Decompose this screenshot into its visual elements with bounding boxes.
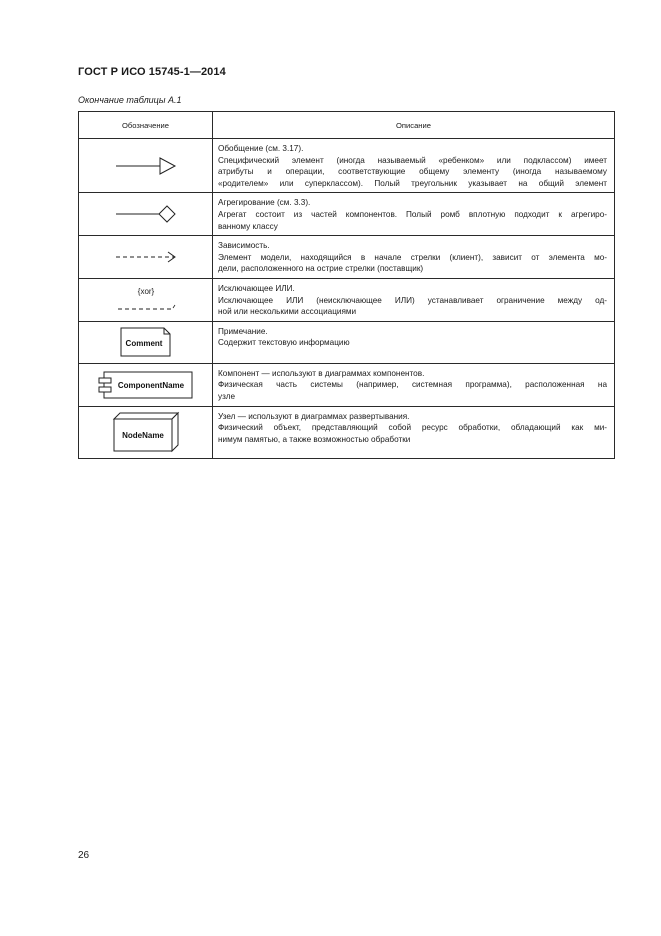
column-header-description: Описание [213, 112, 615, 139]
description-line: Примечание. [218, 326, 268, 336]
description-line: Обобщение (см. 3.17). [218, 144, 304, 153]
description-line: узле [218, 391, 236, 401]
description-cell [213, 236, 615, 279]
table-row [79, 321, 615, 363]
description-line: Содержит текстовую информацию [218, 338, 350, 348]
symbol-cell [79, 278, 213, 321]
table-caption: Окончание таблицы А.1 [78, 95, 182, 105]
uml-notation-table [78, 111, 615, 459]
component-icon [96, 370, 196, 400]
component-label: ComponentName [117, 380, 184, 390]
table-row [79, 363, 615, 406]
description-line: Исключающее ИЛИ (неисключающее ИЛИ) устанавливает ограничение между од- [218, 295, 607, 305]
symbol-cell [79, 363, 213, 406]
description-line: Агрегирование (см. 3.3). [218, 198, 311, 208]
dependency-icon [106, 249, 186, 265]
description-line: дели, расположенного на острие стрелки (поставщик) [218, 264, 424, 274]
table-row [79, 193, 615, 236]
description-line: Физический объект, представляющий собой ресурс обработки, обладающий как ми- [218, 423, 607, 433]
description-line: Исключающее ИЛИ. [218, 283, 295, 293]
description-line: Агрегат состоит из частей компонентов. Полый ромб вплотную подходит к агрегиро- [218, 209, 607, 219]
description-line: ванному классу [218, 221, 278, 231]
table-row [79, 139, 615, 193]
description-line: ной или несколькими ассоциациями [218, 307, 357, 317]
xor-constraint-icon [106, 285, 186, 315]
description-line: нимум памятью, а также возможностью обработки [218, 434, 411, 444]
description-line: Компонент — используют в диаграммах компонентов. [218, 368, 425, 378]
note-icon [116, 326, 176, 358]
table-row [79, 406, 615, 458]
document-header: ГОСТ Р ИСО 15745-1—2014 [78, 66, 226, 78]
description-cell [213, 193, 615, 236]
description-line: Элемент модели, находящийся в начале стрелки (клиент), зависит от элемента мо- [218, 252, 607, 262]
description-cell [213, 363, 615, 406]
node-icon [110, 411, 182, 453]
symbol-cell [79, 321, 213, 363]
description-line: «родителем» или суперклассом). Полый треугольник указывает на общий элемент [218, 178, 607, 188]
table-row [79, 278, 615, 321]
note-label: Comment [125, 339, 162, 349]
description-cell [213, 139, 615, 193]
xor-label: {xor} [137, 286, 154, 296]
column-header-symbol: Обозначение [79, 112, 213, 139]
description-line: Узел — используют в диаграммах развертывания. [218, 411, 410, 421]
description-line: Зависимость. [218, 241, 270, 251]
symbol-cell [79, 193, 213, 236]
symbol-cell [79, 139, 213, 193]
description-line: Специфический элемент (иногда называемый «ребенком» или подклассом) имеет [218, 155, 607, 165]
description-cell [213, 278, 615, 321]
symbol-cell [79, 406, 213, 458]
table-header-row [79, 112, 615, 139]
description-line: Физическая часть системы (например, системная программа), расположенная на [218, 380, 607, 390]
description-cell [213, 321, 615, 363]
description-line: атрибуты и операции, соответствующие общему элементу (иногда называемому [218, 167, 607, 177]
description-cell [213, 406, 615, 458]
aggregation-icon [106, 203, 186, 225]
page-number: 26 [78, 850, 90, 861]
symbol-cell [79, 236, 213, 279]
table-row [79, 236, 615, 279]
node-label: NodeName [121, 431, 164, 440]
generalization-icon [106, 155, 186, 177]
